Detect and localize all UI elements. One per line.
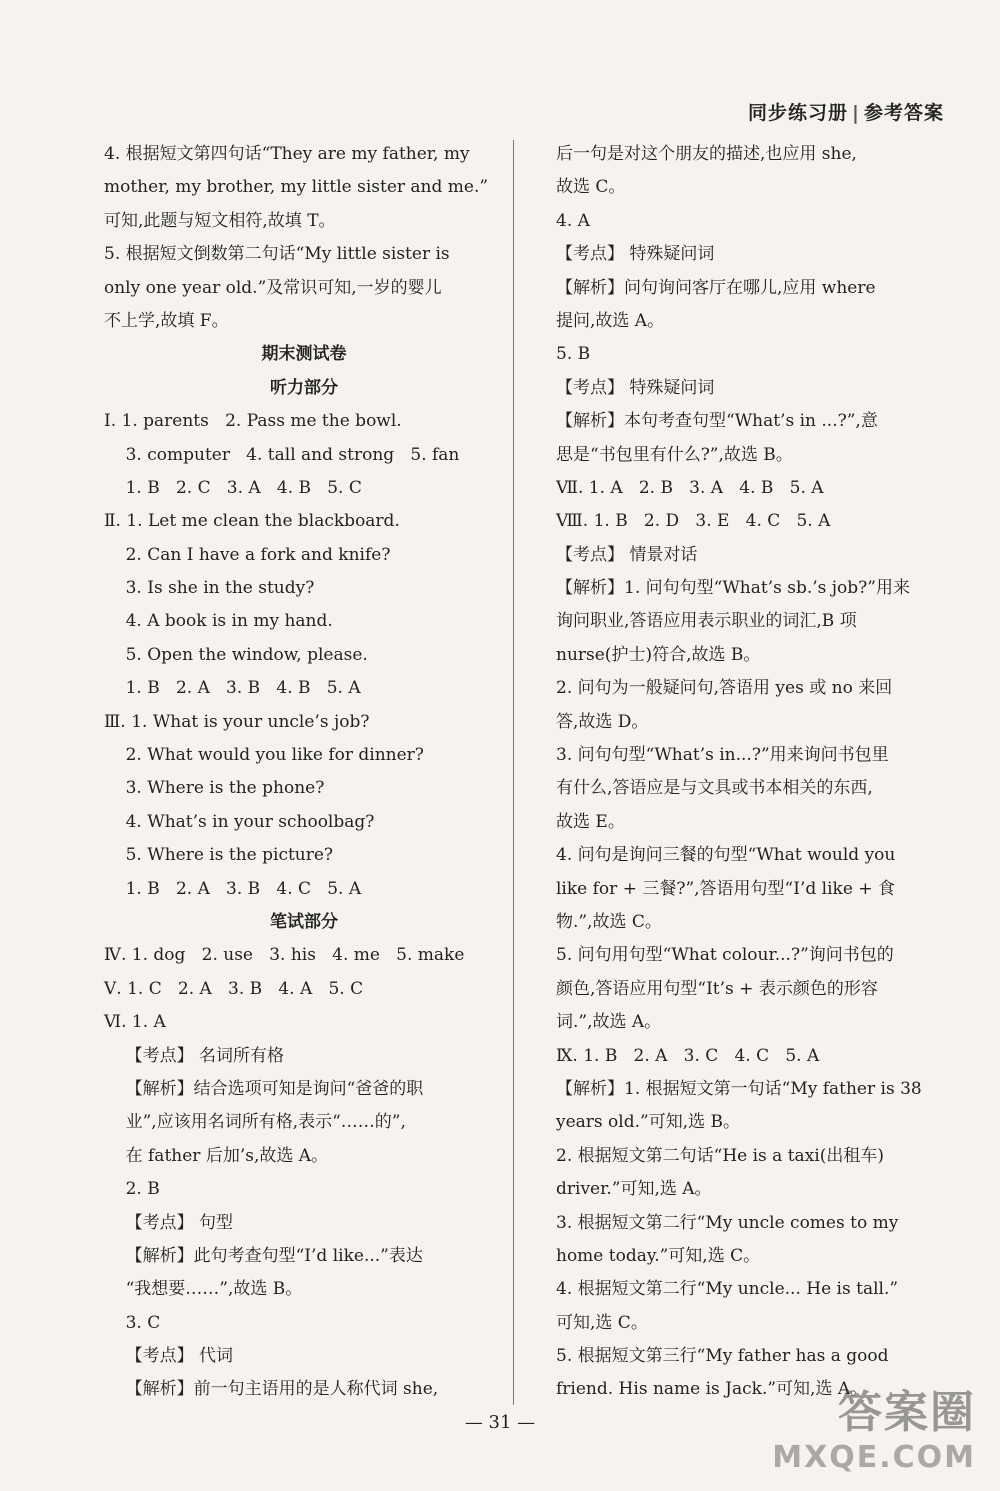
left-column <box>104 138 504 1407</box>
text-line: 4. What’s in your schoolbag? <box>104 811 375 832</box>
text-line: 5. 根据短文倒数第二句话“My little sister is <box>104 244 450 265</box>
page-number: — 31 — <box>464 1412 536 1433</box>
text-line: 思是“书包里有什么?”,故选 B。 <box>556 444 793 465</box>
text-line: 【解析】前一句主语用的是人称代词 she, <box>104 1379 439 1400</box>
text-line: like for + 三餐?”,答语用句型“I’d like + 食 <box>556 878 895 899</box>
text-line: 【解析】结合选项可知是询问“爸爸的职 <box>104 1078 424 1099</box>
text-line: 可知,此题与短文相符,故填 T。 <box>104 210 336 231</box>
text-line: 1. B 2. A 3. B 4. B 5. A <box>104 678 361 699</box>
text-line: 1. B 2. A 3. B 4. C 5. A <box>104 878 362 899</box>
section-heading: 期末测试卷 <box>261 344 347 365</box>
text-line: 1. B 2. C 3. A 4. B 5. C <box>104 477 362 498</box>
text-line: friend. His name is Jack.”可知,选 A。 <box>556 1379 868 1400</box>
text-line: 2. B <box>104 1179 160 1200</box>
text-line: 5. Open the window, please. <box>104 644 368 665</box>
text-line: 5. 根据短文第三行“My father has a good <box>556 1346 889 1367</box>
text-line: “我想要……”,故选 B。 <box>104 1279 303 1300</box>
text-line: 【解析】本句考查句型“What’s in ...?”,意 <box>556 411 878 432</box>
text-line: 4. 根据短文第四句话“They are my father, my <box>104 144 470 164</box>
text-line: 【考点】 代词 <box>104 1346 234 1367</box>
text-line: 5. 问句用句型“What colour...?”询问书包的 <box>556 945 894 966</box>
text-line: Ⅸ. 1. B 2. A 3. C 4. C 5. A <box>556 1045 820 1066</box>
text-line: Ⅷ. 1. B 2. D 3. E 4. C 5. A <box>556 511 831 532</box>
text-line: 故选 E。 <box>556 811 625 832</box>
text-line: 询问职业,答语应用表示职业的词汇,B 项 <box>556 611 857 632</box>
text-line: 2. 根据短文第二句话“He is a taxi(出租车) <box>556 1145 884 1166</box>
column-divider <box>513 140 514 1405</box>
text-line: 5. B <box>556 344 591 365</box>
section-heading: 听力部分 <box>270 377 338 398</box>
text-line: 4. A <box>556 210 590 231</box>
text-line: Ⅶ. 1. A 2. B 3. A 4. B 5. A <box>556 477 824 498</box>
text-line: 【解析】问句询问客厅在哪儿,应用 where <box>556 277 876 298</box>
text-line: Ⅲ. 1. What is your uncle’s job? <box>104 711 370 732</box>
text-line: 5. Where is the picture? <box>104 845 334 866</box>
text-line: 4. A book is in my hand. <box>104 611 333 632</box>
text-line: 后一句是对这个朋友的描述,也应用 she, <box>556 144 857 164</box>
text-line: driver.”可知,选 A。 <box>556 1179 712 1200</box>
text-line: 2. 问句为一般疑问句,答语用 yes 或 no 来回 <box>556 678 893 699</box>
text-line: mother, my brother, my little sister and me.” <box>104 177 489 198</box>
text-line: 物.”,故选 C。 <box>556 911 662 932</box>
text-line: 【考点】 特殊疑问词 <box>556 244 715 265</box>
header-separator: | <box>852 102 860 124</box>
section-heading: 笔试部分 <box>270 911 338 932</box>
text-line: 业”,应该用名词所有格,表示“……的”, <box>104 1112 406 1133</box>
text-line: 提问,故选 A。 <box>556 310 665 331</box>
text-line: 4. 问句是询问三餐的句型“What would you <box>556 845 896 866</box>
text-line: Ⅵ. 1. A <box>104 1012 166 1033</box>
text-line: 不上学,故填 F。 <box>104 310 229 331</box>
text-line: home today.”可知,选 C。 <box>556 1245 761 1266</box>
text-line: 【考点】 句型 <box>104 1212 234 1233</box>
text-line: 【考点】 情景对话 <box>556 544 698 565</box>
text-line: Ⅳ. 1. dog 2. use 3. his 4. me 5. make <box>104 945 465 966</box>
text-line: 3. 问句句型“What’s in...?”用来询问书包里 <box>556 745 889 766</box>
site-watermark <box>772 1376 976 1475</box>
text-line: nurse(护士)符合,故选 B。 <box>556 644 761 665</box>
text-line: 4. 根据短文第二行“My uncle... He is tall.” <box>556 1279 899 1300</box>
text-line: 3. 根据短文第二行“My uncle comes to my <box>556 1212 899 1233</box>
text-line: only one year old.”及常识可知,一岁的婴儿 <box>104 277 442 298</box>
text-line: 有什么,答语应是与文具或书本相关的东西, <box>556 778 873 799</box>
text-line: 3. Is she in the study? <box>104 578 315 599</box>
header-book-title: 同步练习册 <box>748 102 849 124</box>
watermark-url: MXQE.COM <box>772 1440 976 1475</box>
text-line: 【考点】 特殊疑问词 <box>556 377 715 398</box>
text-line: 【解析】此句考查句型“I’d like...”表达 <box>104 1245 423 1266</box>
text-line: 【解析】1. 根据短文第一句话“My father is 38 <box>556 1078 922 1099</box>
header-section-title: 参考答案 <box>863 102 944 124</box>
text-line: 答,故选 D。 <box>556 711 649 732</box>
text-line: Ⅰ. 1. parents 2. Pass me the bowl. <box>104 411 402 432</box>
text-line: 颜色,答语应用句型“It’s + 表示颜色的形容 <box>556 978 878 999</box>
running-header <box>748 98 944 125</box>
right-column <box>556 138 956 1407</box>
text-line: years old.”可知,选 B。 <box>556 1112 741 1133</box>
text-line: 词.”,故选 A。 <box>556 1012 662 1033</box>
text-line: Ⅴ. 1. C 2. A 3. B 4. A 5. C <box>104 978 364 999</box>
text-line: 3. C <box>104 1312 161 1333</box>
text-line: Ⅱ. 1. Let me clean the blackboard. <box>104 511 400 532</box>
text-line: 2. What would you like for dinner? <box>104 745 424 766</box>
text-line: 3. computer 4. tall and strong 5. fan <box>104 444 460 465</box>
text-line: 3. Where is the phone? <box>104 778 325 799</box>
text-line: 在 father 后加’s,故选 A。 <box>104 1145 329 1166</box>
watermark-logo-text: 答案圈 <box>838 1387 976 1438</box>
text-line: 故选 C。 <box>556 177 626 198</box>
text-line: 【考点】 名词所有格 <box>104 1045 285 1066</box>
text-line: 可知,选 C。 <box>556 1312 648 1333</box>
text-line: 【解析】1. 问句句型“What’s sb.’s job?”用来 <box>556 578 910 599</box>
text-line: 2. Can I have a fork and knife? <box>104 544 391 565</box>
